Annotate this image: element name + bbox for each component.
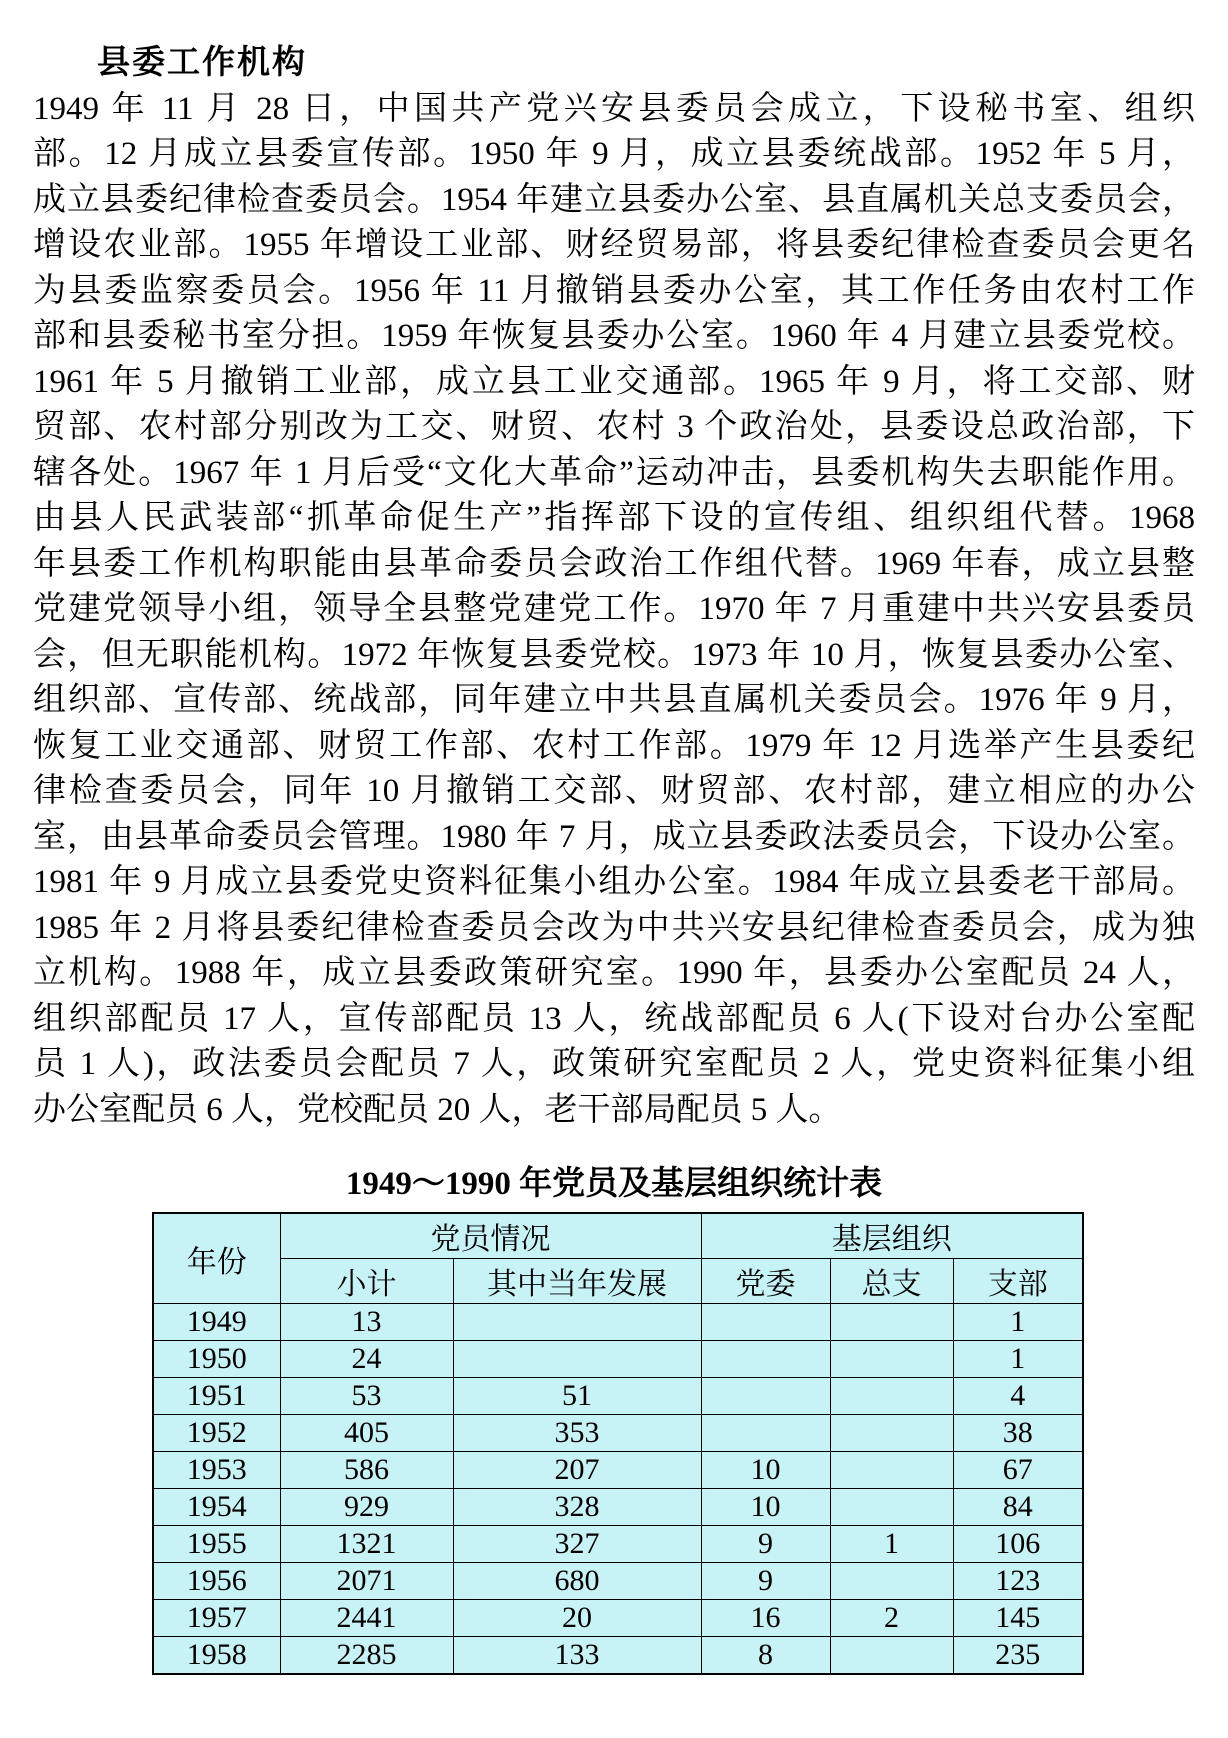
col-header-branch: 支部 — [953, 1259, 1083, 1304]
cell-developed — [453, 1304, 701, 1341]
cell-subtotal: 929 — [280, 1489, 453, 1526]
header-row-groups — [153, 1213, 1083, 1259]
cell-subtotal: 24 — [280, 1341, 453, 1378]
table-row — [153, 1600, 1083, 1637]
paragraph-line: 由县人民武装部“抓革命促生产”指挥部下设的宣传组、组织组代替。1968 — [33, 500, 1195, 536]
col-group-grassroots: 基层组织 — [701, 1213, 1083, 1259]
cell-general-branch — [830, 1304, 953, 1341]
paragraph-line: 为县委监察委员会。1956 年 11 月撤销县委办公室，其工作任务由农村工作 — [33, 272, 1195, 309]
cell-party-committee — [701, 1341, 830, 1378]
paragraph-line: 辖各处。1967 年 1 月后受“文化大革命”运动冲击，县委机构失去职能作用。 — [33, 454, 1195, 491]
cell-branch: 123 — [953, 1563, 1083, 1600]
paragraph-line: 组织部、宣传部、统战部，同年建立中共县直属机关委员会。1976 年 9 月， — [33, 682, 1195, 718]
cell-year: 1949 — [153, 1304, 280, 1341]
paragraph-line: 立机构。1988 年，成立县委政策研究室。1990 年，县委办公室配员 24 人， — [33, 955, 1196, 991]
cell-branch: 1 — [953, 1341, 1083, 1378]
cell-subtotal: 586 — [280, 1452, 453, 1489]
paragraph — [33, 87, 1195, 1134]
cell-general-branch — [830, 1637, 953, 1674]
paragraph-line: 会，但无职能机构。1972 年恢复县委党校。1973 年 10 月，恢复县委办公室、 — [33, 636, 1195, 673]
cell-branch: 84 — [953, 1489, 1083, 1526]
cell-branch: 38 — [953, 1415, 1083, 1452]
cell-developed — [453, 1341, 701, 1378]
cell-general-branch: 1 — [830, 1526, 953, 1563]
cell-party-committee — [701, 1378, 830, 1415]
cell-year: 1958 — [153, 1637, 280, 1674]
cell-party-committee: 16 — [701, 1600, 830, 1637]
stats-table-header — [153, 1213, 1083, 1304]
cell-general-branch — [830, 1341, 953, 1378]
table-title: 1949～1990 年党员及基层组织统计表 — [345, 1166, 883, 1202]
section-heading: 县委工作机构 — [97, 45, 307, 81]
cell-developed: 328 — [453, 1489, 701, 1526]
cell-party-committee: 9 — [701, 1563, 830, 1600]
cell-party-committee — [701, 1415, 830, 1452]
col-header-subtotal: 小计 — [280, 1259, 453, 1304]
cell-year: 1956 — [153, 1563, 280, 1600]
table-row — [153, 1489, 1083, 1526]
cell-subtotal: 405 — [280, 1415, 453, 1452]
paragraph-line: 党建党领导小组，领导全县整党建党工作。1970 年 7 月重建中共兴安县委员 — [33, 591, 1195, 627]
cell-subtotal: 2441 — [280, 1600, 453, 1637]
col-header-developed-that-year: 其中当年发展 — [453, 1259, 701, 1304]
cell-subtotal: 2285 — [280, 1637, 453, 1674]
table-row — [153, 1563, 1083, 1600]
table-row — [153, 1304, 1083, 1341]
table-row — [153, 1637, 1083, 1674]
cell-subtotal: 2071 — [280, 1563, 453, 1600]
paragraph-line: 组织部配员 17 人，宣传部配员 13 人，统战部配员 6 人(下设对台办公室配 — [33, 1000, 1195, 1037]
col-header-year: 年份 — [153, 1213, 280, 1304]
cell-branch: 106 — [953, 1526, 1083, 1563]
cell-general-branch: 2 — [830, 1600, 953, 1637]
paragraph-line: 1981 年 9 月成立县委党史资料征集小组办公室。1984 年成立县委老干部局。 — [33, 864, 1195, 900]
col-header-general-branch: 总支 — [830, 1259, 953, 1304]
cell-year: 1954 — [153, 1489, 280, 1526]
stats-table-body — [153, 1304, 1083, 1674]
paragraph-line: 室，由县革命委员会管理。1980 年 7 月，成立县委政法委员会，下设办公室。 — [33, 818, 1195, 855]
cell-party-committee: 10 — [701, 1489, 830, 1526]
paragraph-line: 恢复工业交通部、财贸工作部、农村工作部。1979 年 12 月选举产生县委纪 — [33, 727, 1195, 764]
cell-developed: 51 — [453, 1378, 701, 1415]
table-row — [153, 1526, 1083, 1563]
cell-party-committee: 9 — [701, 1526, 830, 1563]
col-group-party-members: 党员情况 — [280, 1213, 701, 1259]
header-row-subcolumns — [153, 1259, 1083, 1304]
cell-year: 1953 — [153, 1452, 280, 1489]
paragraph-line: 1961 年 5 月撤销工业部，成立县工业交通部。1965 年 9 月，将工交部、财 — [33, 363, 1195, 400]
paragraph-line: 部和县委秘书室分担。1959 年恢复县委办公室。1960 年 4 月建立县委党校。 — [33, 318, 1195, 354]
table-row — [153, 1378, 1083, 1415]
paragraph-line: 办公室配员 6 人，党校配员 20 人，老干部局配员 5 人。 — [33, 1091, 842, 1128]
body-text — [33, 41, 1195, 1133]
cell-developed: 327 — [453, 1526, 701, 1563]
cell-developed: 353 — [453, 1415, 701, 1452]
cell-developed: 680 — [453, 1563, 701, 1600]
paragraph-line: 贸部、农村部分别改为工交、财贸、农村 3 个政治处，县委设总政治部，下 — [33, 409, 1195, 445]
cell-branch: 67 — [953, 1452, 1083, 1489]
cell-subtotal: 13 — [280, 1304, 453, 1341]
cell-developed: 133 — [453, 1637, 701, 1674]
cell-general-branch — [830, 1563, 953, 1600]
table-row — [153, 1415, 1083, 1452]
cell-branch: 4 — [953, 1378, 1083, 1415]
paragraph-line: 部。12 月成立县委宣传部。1950 年 9 月，成立县委统战部。1952 年 5 月， — [33, 136, 1196, 172]
table-row — [153, 1452, 1083, 1489]
paragraph-line: 员 1 人)，政法委员会配员 7 人，政策研究室配员 2 人，党史资料征集小组 — [33, 1046, 1195, 1082]
cell-branch: 235 — [953, 1637, 1083, 1674]
cell-general-branch — [830, 1415, 953, 1452]
paragraph-line: 1985 年 2 月将县委纪律检查委员会改为中共兴安县纪律检查委员会，成为独 — [33, 909, 1195, 946]
stats-table — [152, 1212, 1084, 1675]
cell-branch: 145 — [953, 1600, 1083, 1637]
cell-year: 1951 — [153, 1378, 280, 1415]
cell-subtotal: 53 — [280, 1378, 453, 1415]
cell-developed: 207 — [453, 1452, 701, 1489]
cell-subtotal: 1321 — [280, 1526, 453, 1563]
cell-general-branch — [830, 1452, 953, 1489]
cell-developed: 20 — [453, 1600, 701, 1637]
cell-year: 1957 — [153, 1600, 280, 1637]
col-header-party-committee: 党委 — [701, 1259, 830, 1304]
cell-branch: 1 — [953, 1304, 1083, 1341]
cell-party-committee: 10 — [701, 1452, 830, 1489]
paragraph-line: 增设农业部。1955 年增设工业部、财经贸易部，将县委纪律检查委员会更名 — [33, 227, 1195, 263]
cell-party-committee — [701, 1304, 830, 1341]
cell-year: 1950 — [153, 1341, 280, 1378]
paragraph-line: 1949 年 11 月 28 日，中国共产党兴安县委员会成立，下设秘书室、组织 — [33, 90, 1195, 127]
cell-general-branch — [830, 1489, 953, 1526]
paragraph-line: 律检查委员会，同年 10 月撤销工交部、财贸部、农村部，建立相应的办公 — [33, 773, 1195, 809]
paragraph-line: 成立县委纪律检查委员会。1954 年建立县委办公室、县直属机关总支委员会， — [33, 181, 1195, 218]
table-row — [153, 1341, 1083, 1378]
cell-general-branch — [830, 1378, 953, 1415]
cell-year: 1955 — [153, 1526, 280, 1563]
paragraph-line: 年县委工作机构职能由县革命委员会政治工作组代替。1969 年春，成立县整 — [33, 545, 1195, 582]
cell-party-committee: 8 — [701, 1637, 830, 1674]
cell-year: 1952 — [153, 1415, 280, 1452]
